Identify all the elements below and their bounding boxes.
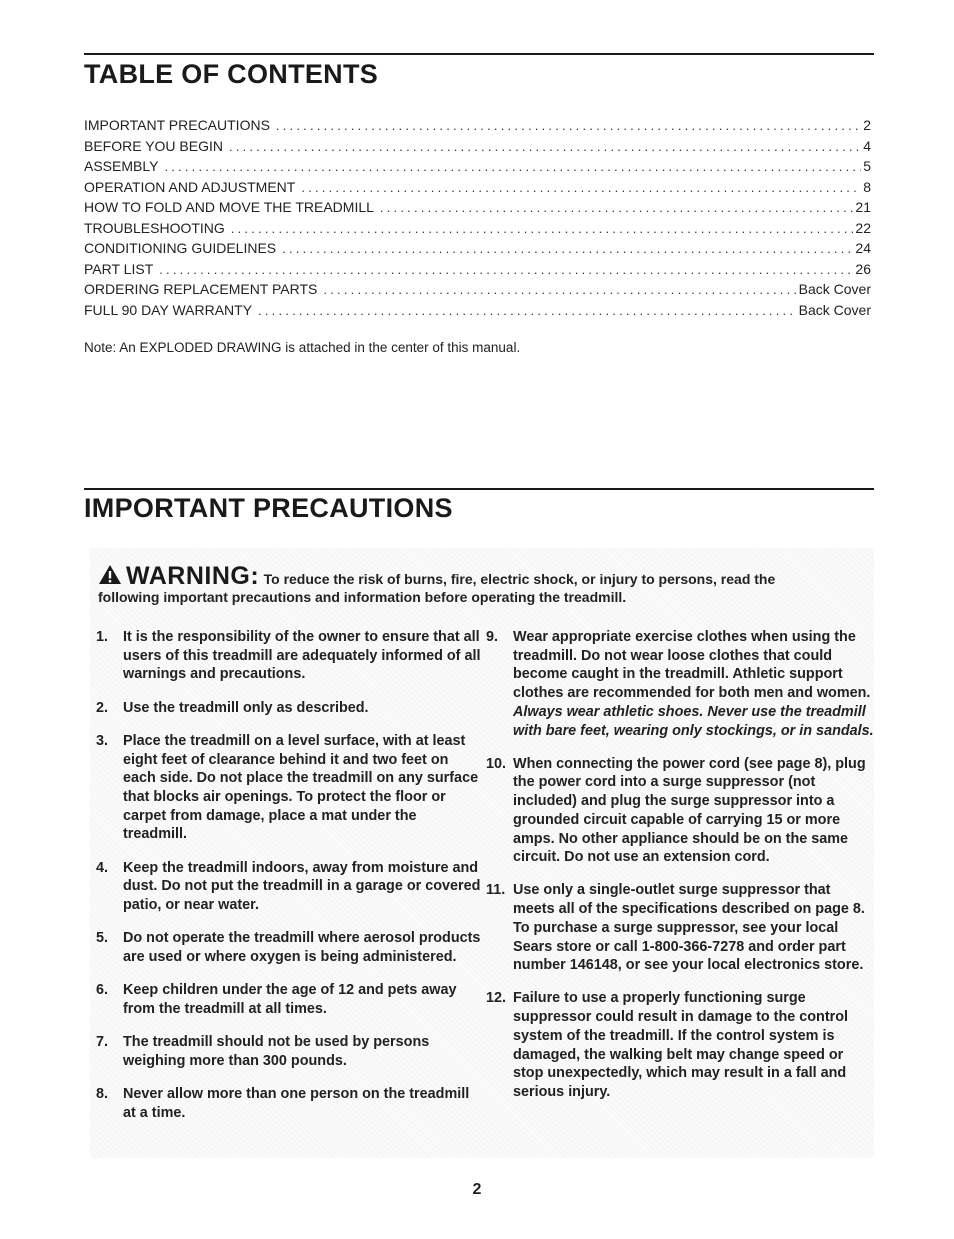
toc-entry-page: 5	[863, 158, 871, 174]
precaution-item	[96, 699, 481, 718]
toc-list	[84, 115, 871, 320]
toc-leader-dots	[380, 198, 854, 219]
precaution-number: 12.	[486, 990, 507, 1007]
precaution-text: When connecting the power cord (see page 8), plug the power cord into a surge suppressor (not included) and plug the surge suppressor into a grounded circuit capable of carrying 15 or more amps. No other appliance should be on the same circuit. Do not use an extension cord.	[513, 755, 866, 866]
precaution-body: Wear appropriate exercise clothes when using the treadmill. Do not wear loose clothes that could become caught in the treadmill. Athletic support clothes are recommended for both men and women.	[513, 629, 871, 702]
toc-entry[interactable]	[84, 197, 871, 218]
precaution-number: 8.	[96, 1085, 109, 1102]
toc-entry-page: 22	[855, 219, 871, 236]
toc-entry-title: IMPORTANT PRECAUTIONS	[84, 117, 270, 133]
toc-entry-title: PART LIST	[84, 260, 154, 277]
toc-leader-dots	[164, 157, 861, 178]
precaution-emphasis: Always wear athletic shoes. Never use the treadmill with bare feet, wearing only stockings, or in sandals.	[513, 703, 874, 739]
toc-entry[interactable]	[84, 156, 871, 177]
precaution-item	[96, 1033, 481, 1070]
toc-entry-title: FULL 90 DAY WARRANTY	[84, 301, 253, 318]
precaution-number: 11.	[486, 882, 506, 899]
precaution-text: It is the responsibility of the owner to ensure that all users of this treadmill are adequately informed of all warnings and precautions.	[123, 629, 481, 683]
toc-heading: TABLE OF CONTENTS	[84, 59, 379, 89]
page-number: 2	[472, 1181, 482, 1198]
toc-entry[interactable]	[84, 218, 871, 239]
precaution-item	[96, 929, 481, 966]
toc-entry[interactable]	[84, 238, 871, 259]
toc-note: Note: An EXPLODED DRAWING is attached in the center of this manual.	[84, 340, 521, 355]
warning-text: To reduce the risk of burns, fire, electric shock, or injury to persons, read the	[263, 571, 776, 587]
precaution-text: Place the treadmill on a level surface, with at least eight feet of clearance behind it and two feet on each side. Do not place the treadmill on any surface that blocks air openings. To protect the floor or carpet from damage, place a mat under the treadmill.	[123, 732, 479, 843]
toc-entry[interactable]	[84, 115, 871, 136]
precaution-item	[96, 1085, 481, 1122]
toc-leader-dots	[159, 260, 853, 281]
toc-entry-title: CONDITIONING GUIDELINES	[84, 240, 277, 256]
toc-entry-page: 24	[855, 240, 871, 256]
precautions-heading: IMPORTANT PRECAUTIONS	[84, 493, 453, 523]
toc-entry-page: 21	[855, 199, 871, 215]
warning-text-continued: following important precautions and information before operating the treadmill.	[98, 589, 627, 605]
toc-leader-dots	[323, 280, 796, 301]
precaution-text: Keep the treadmill indoors, away from moisture and dust. Do not put the treadmill in a garage or covered patio, or near water.	[123, 859, 481, 913]
precaution-item	[486, 628, 874, 740]
precautions-right-column	[486, 628, 874, 1116]
toc-entry-title: ASSEMBLY	[84, 158, 159, 174]
precaution-number: 9.	[486, 629, 499, 645]
precaution-number: 10.	[486, 755, 507, 772]
precaution-number: 5.	[96, 930, 109, 947]
precaution-text: Keep children under the age of 12 and pets away from the treadmill at all times.	[123, 982, 457, 1017]
toc-entry[interactable]	[84, 177, 871, 198]
precaution-item	[486, 755, 874, 867]
precaution-item	[96, 628, 481, 684]
precautions-top-rule	[84, 488, 874, 490]
precaution-number: 4.	[96, 859, 109, 876]
toc-leader-dots	[258, 301, 797, 322]
warning-banner	[98, 562, 868, 591]
toc-entry-title: TROUBLESHOOTING	[84, 219, 225, 236]
toc-top-rule	[84, 53, 874, 55]
precaution-item	[96, 732, 481, 844]
toc-leader-dots	[229, 137, 861, 158]
precaution-text: Never allow more than one person on the treadmill at a time.	[123, 1085, 470, 1121]
toc-leader-dots	[231, 219, 854, 240]
precaution-number: 3.	[96, 732, 109, 749]
precaution-item	[96, 859, 481, 915]
precaution-text	[513, 628, 874, 740]
precaution-text: The treadmill should not be used by persons weighing more than 300 pounds.	[123, 1033, 430, 1069]
toc-leader-dots	[276, 116, 861, 137]
toc-entry-title: BEFORE YOU BEGIN	[84, 137, 223, 154]
toc-entry-page: 4	[863, 137, 871, 154]
toc-leader-dots	[282, 239, 853, 260]
precaution-number: 1.	[96, 629, 109, 645]
precaution-text: Failure to use a properly functioning surge suppressor could result in damage to the control system of the treadmill. If the control system is damaged, the walking belt may change speed or stop unexpectedly, which may result in a fall and serious injury.	[513, 990, 849, 1100]
precaution-item	[486, 881, 874, 975]
warning-label: WARNING:	[126, 562, 260, 590]
toc-entry-page: 8	[863, 178, 871, 195]
toc-entry-page: 26	[855, 260, 871, 277]
precaution-text: Use the treadmill only as described.	[123, 699, 369, 716]
toc-entry-title: OPERATION AND ADJUSTMENT	[84, 178, 296, 195]
toc-leader-dots	[301, 178, 861, 199]
toc-entry-page: Back Cover	[798, 301, 871, 318]
toc-entry-title: HOW TO FOLD AND MOVE THE TREADMILL	[84, 199, 374, 215]
precaution-number: 7.	[96, 1033, 109, 1050]
toc-entry[interactable]	[84, 136, 871, 157]
precautions-left-column	[96, 628, 481, 1137]
toc-entry-page: Back Cover	[798, 281, 871, 297]
warning-triangle-icon	[98, 564, 122, 590]
toc-entry[interactable]	[84, 279, 871, 300]
toc-entry[interactable]	[84, 259, 871, 280]
toc-entry-page: 2	[863, 117, 871, 133]
precaution-item	[486, 989, 874, 1101]
precaution-text: Use only a single-outlet surge suppressor that meets all of the specifications described on page 8. To purchase a surge suppressor, see your local Sears store or call 1-800-366-7278 and order part number 146148, or see your local electronics store.	[513, 882, 865, 974]
precaution-item	[96, 981, 481, 1018]
toc-entry[interactable]	[84, 300, 871, 321]
precaution-number: 6.	[96, 982, 109, 999]
toc-entry-title: ORDERING REPLACEMENT PARTS	[84, 281, 318, 297]
precaution-text: Do not operate the treadmill where aerosol products are used or where oxygen is being administered.	[123, 930, 481, 965]
precaution-number: 2.	[96, 699, 109, 716]
